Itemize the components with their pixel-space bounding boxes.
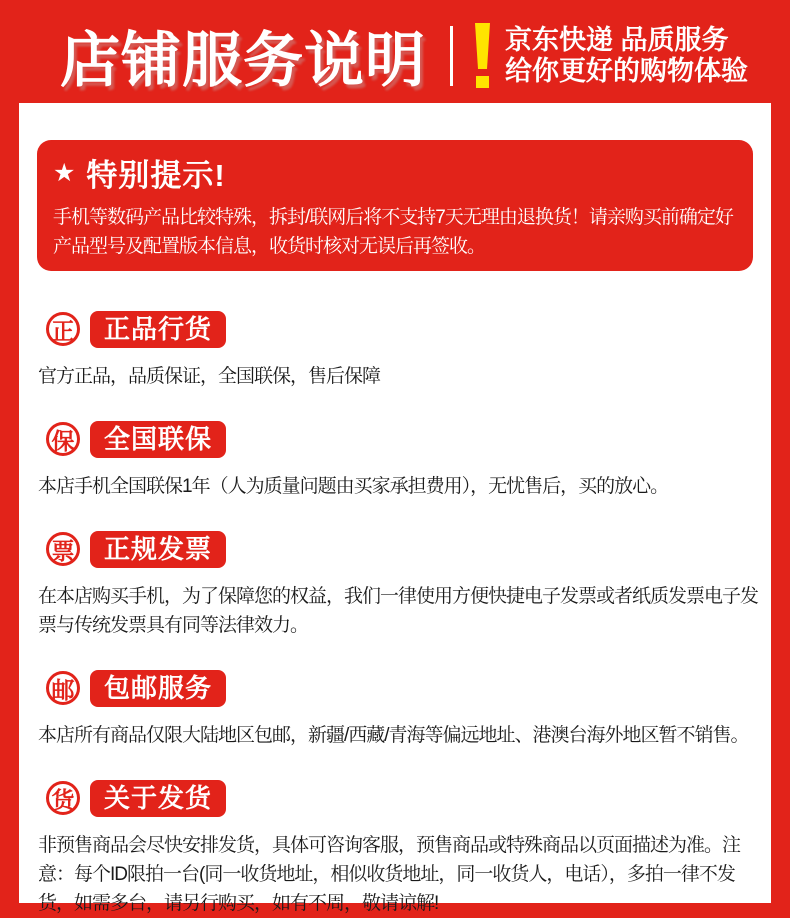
- header-divider: [450, 26, 453, 86]
- section-warranty-head: [46, 419, 771, 459]
- slogan-line-1: 京东快递 品质服务: [505, 24, 729, 55]
- section-warranty: [19, 419, 771, 501]
- postage-seal-icon: 邮: [46, 671, 80, 705]
- warranty-body: 本店手机全国联保1年（人为质量问题由买家承担费用），无忧售后，买的放心。: [38, 476, 669, 497]
- free-shipping-body: 本店所有商品仅限大陆地区包邮，新疆/西藏/青海等偏远地址、港澳台海外地区暂不销售。: [38, 725, 749, 746]
- section-invoice: [19, 529, 771, 640]
- section-authentic: [19, 309, 771, 391]
- notice-title: 特别提示!: [86, 158, 226, 193]
- invoice-seal-icon: 票: [46, 532, 80, 566]
- star-icon: ★: [53, 158, 77, 187]
- invoice-body: 在本店购买手机，为了保障您的权益，我们一律使用方便快捷电子发票或者纸质发票电子发票与传统发票具有同等法律效力。: [38, 586, 759, 636]
- notice-body: 手机等数码产品比较特殊，拆封/联网后将不支持7天无理由退换货！请亲购买前确定好产品型号及配置版本信息，收货时核对无误后再签收。: [53, 207, 733, 257]
- exclamation-dot: [476, 76, 489, 88]
- delivery-badge: 关于发货: [90, 780, 226, 817]
- warranty-seal-icon: 保: [46, 422, 80, 456]
- section-delivery-head: [46, 778, 771, 818]
- page-header: [0, 0, 790, 103]
- authentic-seal-icon: 正: [46, 312, 80, 346]
- delivery-seal-icon: 货: [46, 781, 80, 815]
- notice-title-row: [53, 150, 737, 195]
- authentic-badge: 正品行货: [90, 311, 226, 348]
- page-title: 店铺服务说明: [60, 26, 426, 94]
- delivery-body: 非预售商品会尽快安排发货，具体可咨询客服，预售商品或特殊商品以页面描述为准。注意：每个ID限拍一台(同一收货地址，相似收货地址，同一收货人，电话），多拍一律不发货，如需多台，请另行购买，如有不周，敬请谅解!: [38, 835, 741, 914]
- special-notice-box: [37, 140, 753, 271]
- slogan-line-2: 给你更好的购物体验: [505, 55, 748, 86]
- section-authentic-head: [46, 309, 771, 349]
- content-panel: [19, 103, 771, 914]
- section-free-shipping-head: [46, 668, 771, 708]
- section-delivery: [19, 778, 771, 918]
- exclamation-icon: [475, 23, 490, 88]
- section-free-shipping: [19, 668, 771, 750]
- authentic-body: 官方正品，品质保证，全国联保，售后保障: [38, 366, 381, 387]
- header-slogan: [505, 25, 748, 87]
- free-shipping-badge: 包邮服务: [90, 670, 226, 707]
- warranty-badge: 全国联保: [90, 421, 226, 458]
- section-invoice-head: [46, 529, 771, 569]
- invoice-badge: 正规发票: [90, 531, 226, 568]
- exclamation-bar: [475, 23, 490, 69]
